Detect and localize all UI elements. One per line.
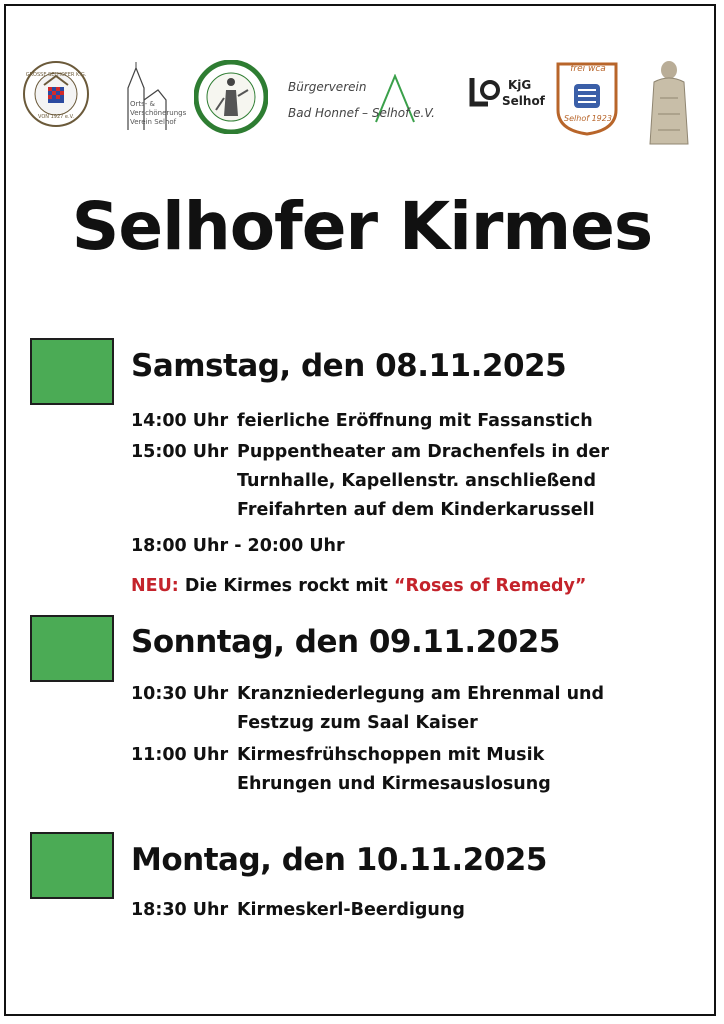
gbkg-bottom-text: VON 1927 e.V. bbox=[38, 114, 74, 120]
event-row bbox=[131, 532, 345, 561]
event-time: 10:30 Uhr bbox=[131, 684, 229, 704]
event-row bbox=[131, 407, 593, 436]
orts-line1: Orts- & bbox=[130, 100, 155, 108]
orts-verein-text bbox=[130, 100, 186, 127]
event-row bbox=[131, 680, 604, 709]
event-row bbox=[131, 896, 465, 925]
new-highlight-row bbox=[131, 572, 586, 601]
new-label: NEU: bbox=[131, 576, 179, 596]
wca-top-text: frei wca bbox=[570, 64, 606, 74]
new-text: Die Kirmes rockt mit bbox=[184, 576, 388, 596]
buergerverein-name: Bürgerverein bbox=[288, 80, 367, 94]
event-time: 11:00 Uhr bbox=[131, 745, 229, 765]
event-text-continued: Festzug zum Saal Kaiser bbox=[237, 713, 478, 733]
statue-icon bbox=[644, 58, 694, 148]
event-text-continued: Freifahrten auf dem Kinderkarussell bbox=[237, 500, 595, 520]
orts-line2: Verschönerungs bbox=[130, 109, 187, 117]
kjg-label: KjG bbox=[508, 78, 532, 92]
wca-bottom-text: Selhof 1923 bbox=[564, 114, 612, 123]
buergerverein-place: Bad Honnef – Selhof e.V. bbox=[288, 106, 435, 120]
kjg-emblem-icon bbox=[468, 74, 504, 114]
gbkg-top-text: GROSSE SELHOFER K.G. bbox=[25, 72, 87, 78]
event-text: feierliche Eröffnung mit Fassanstich bbox=[237, 411, 593, 431]
band-name: “Roses of Remedy” bbox=[394, 576, 587, 596]
schuetzen-bruderschaft-logo bbox=[194, 60, 268, 134]
kjg-place: Selhof bbox=[502, 94, 545, 108]
day-marker-saturday bbox=[30, 338, 114, 405]
event-text-continued: Turnhalle, Kapellenstr. anschließend bbox=[237, 471, 597, 491]
orts-line3: Verein Selhof bbox=[130, 118, 177, 126]
day-heading-sunday: Sonntag, den 09.11.2025 bbox=[131, 624, 560, 660]
event-time: 14:00 Uhr bbox=[131, 411, 229, 431]
event-time: 15:00 Uhr bbox=[131, 442, 229, 462]
event-text: Kranzniederlegung am Ehrenmal und bbox=[237, 684, 605, 704]
day-marker-sunday bbox=[30, 615, 114, 682]
day-heading-monday: Montag, den 10.11.2025 bbox=[131, 842, 547, 878]
event-text: Kirmesfrühschoppen mit Musik bbox=[237, 745, 545, 765]
event-row bbox=[131, 438, 609, 467]
event-time: 18:30 Uhr bbox=[131, 900, 229, 920]
event-text-continued: Ehrungen und Kirmesauslosung bbox=[237, 774, 551, 794]
event-text: Kirmeskerl-Beerdigung bbox=[237, 900, 465, 920]
event-text: Puppentheater am Drachenfels in der bbox=[237, 442, 609, 462]
poster-title: Selhofer Kirmes bbox=[71, 188, 653, 265]
day-heading-saturday: Samstag, den 08.11.2025 bbox=[131, 348, 567, 384]
sponsor-logo-row bbox=[22, 58, 702, 148]
event-time: 18:00 Uhr - 20:00 Uhr bbox=[131, 536, 345, 556]
event-row bbox=[131, 741, 544, 770]
day-marker-monday bbox=[30, 832, 114, 899]
